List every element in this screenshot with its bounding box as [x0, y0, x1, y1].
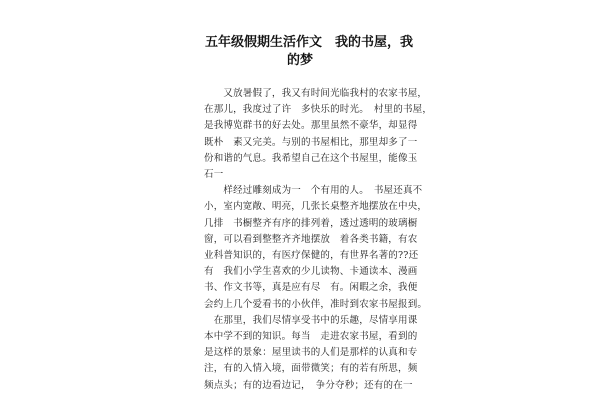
body-line: 频点头；有的边看边记， 争分夺秒；还有的在一 — [204, 379, 413, 391]
body-line: 几排 书橱整齐有序的排列着，透过透明的玻璃橱 — [204, 217, 418, 229]
body-line: 样经过雕刻成为一 个有用的人。 书屋还真不 — [204, 185, 423, 197]
body-line: 既朴 素又完美。与别的书屋相比，那里却多了一 — [204, 136, 418, 148]
body-line: 在那儿，我度过了许 多快乐的时光。 村里的书屋， — [204, 104, 433, 116]
title-line-1: 五年级假期生活作文 我的书屋，我 — [205, 35, 414, 50]
body-line: 本中学不到的知识。每当 走进农家书屋，看到的 — [204, 331, 418, 343]
body-line: 业科普知识的，有医疗保健的，有世界名著的??还 — [204, 250, 419, 262]
body-line: 书、作文书等，真是应有尽 有。闲暇之余，我便 — [204, 282, 418, 294]
document-body — [204, 86, 433, 394]
body-line: 份和谐的气息。我希望自己在这个书屋里，能像玉 — [204, 152, 418, 164]
body-line: 窗，可以看到整整齐齐地摆放 着各类书籍，有农 — [204, 233, 418, 245]
body-line: 会约上几个爱看书的小伙伴，准时到农家书屋报到。 — [204, 298, 428, 310]
body-line: 石一 — [204, 169, 224, 181]
body-line: 是我博览群书的好去处。那里虽然不豪华，却显得 — [204, 120, 418, 132]
body-line: 又放暑假了，我又有时间光临我村的农家书屋， — [204, 88, 428, 99]
title-line-2: 的梦 — [286, 53, 313, 68]
body-line: 有 我们小学生喜欢的少儿读物、卡通读本、漫画 — [204, 266, 418, 278]
body-line: 注，有的入情入境，面带微笑；有的若有所思，频 — [204, 363, 418, 375]
body-line: 小，室内宽敞、明亮，几张长桌整齐地摆放在中央， — [204, 201, 428, 213]
document-title — [205, 34, 414, 70]
body-line: 是这样的景象：屋里读书的人们是那样的认真和专 — [204, 347, 418, 359]
body-line: 在那里，我们尽情享受书中的乐趣，尽情享用课 — [204, 314, 418, 326]
